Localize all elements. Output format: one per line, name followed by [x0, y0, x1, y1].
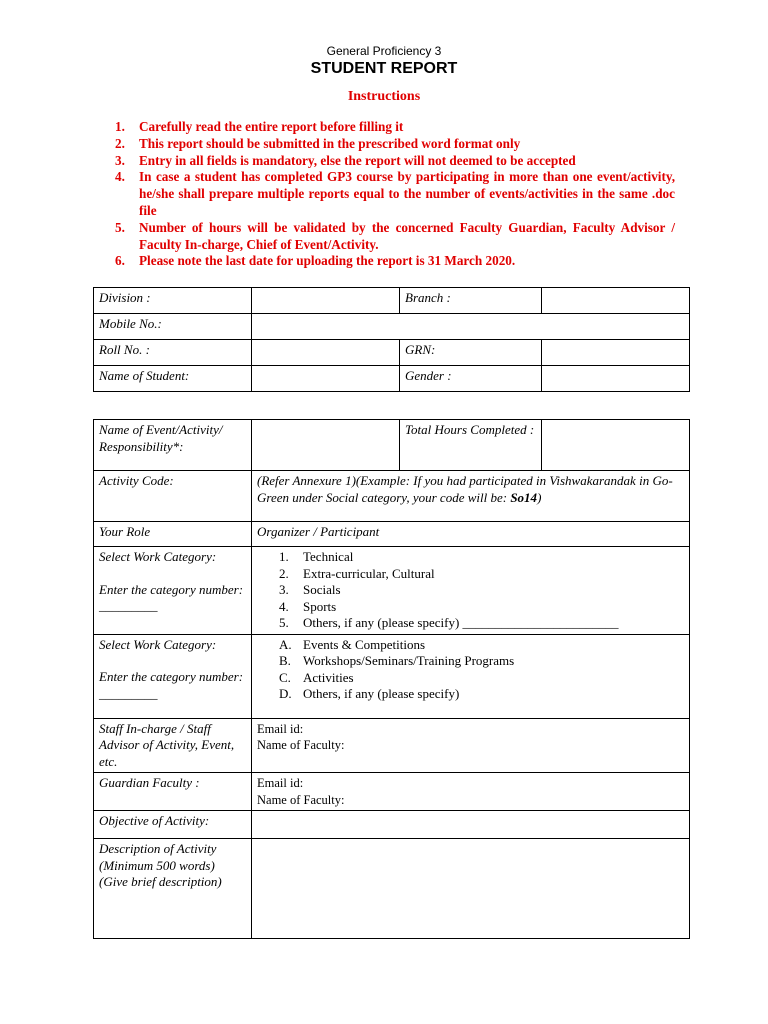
description-field[interactable]: [252, 839, 690, 939]
table-row: [94, 839, 690, 939]
student-name-label: Name of Student:: [94, 366, 252, 392]
option-number: 2.: [279, 565, 289, 581]
work-category-1-label: [94, 547, 252, 635]
activity-code-field[interactable]: [252, 471, 690, 522]
objective-field[interactable]: [252, 811, 690, 839]
email-id-label: Email id:: [257, 776, 304, 790]
instruction-text: In case a student has completed GP3 course by participating in more than one event/activity, he/she shall prepare multiple reports equal to the number of events/activities in the same .doc file: [139, 169, 675, 218]
total-hours-field[interactable]: [542, 420, 690, 471]
option-number: 3.: [279, 582, 289, 597]
division-label: Division :: [94, 288, 252, 314]
list-item: [257, 653, 684, 670]
faculty-name-label: Name of Faculty:: [257, 738, 345, 752]
your-role-field[interactable]: Organizer / Participant: [252, 522, 690, 547]
activity-code-label: Activity Code:: [94, 471, 252, 522]
division-field[interactable]: [252, 288, 400, 314]
option-letter: C.: [279, 669, 291, 685]
list-item: [257, 637, 684, 654]
instruction-number: 2.: [115, 135, 125, 151]
list-item: [257, 615, 684, 632]
option-text: Technical: [303, 549, 354, 564]
mobile-label: Mobile No.:: [94, 314, 252, 340]
guardian-faculty-field[interactable]: [252, 773, 690, 811]
option-letter: D.: [279, 686, 292, 701]
event-name-label: Name of Event/Activity/ Responsibility*:: [94, 420, 252, 471]
table-row: [94, 522, 690, 547]
option-text: Sports: [303, 598, 337, 614]
instruction-item: [111, 169, 675, 219]
enter-category-number-label: Enter the category number: _________: [99, 669, 244, 701]
table-row: [94, 288, 690, 314]
course-name: General Proficiency 3: [326, 44, 442, 58]
instructions-list: [111, 119, 675, 270]
option-number: 1.: [279, 549, 289, 564]
instruction-number: 3.: [115, 152, 125, 168]
instruction-number: 1.: [115, 119, 125, 134]
option-letter: B.: [279, 653, 291, 668]
instruction-text: Entry in all fields is mandatory, else the report will not deemed to be accepted: [139, 152, 576, 168]
option-text: Events & Competitions: [303, 636, 426, 652]
list-item: [257, 582, 684, 599]
instruction-number: 5.: [115, 219, 125, 235]
gender-label: Gender :: [400, 366, 542, 392]
enter-category-number-label: Enter the category number: _________: [99, 581, 244, 613]
description-label: Description of Activity (Minimum 500 words) (Give brief description): [94, 839, 252, 939]
event-name-field[interactable]: [252, 420, 400, 471]
instruction-item: [111, 253, 675, 270]
instruction-item: [111, 153, 675, 170]
list-item: [257, 549, 684, 566]
table-row: [94, 366, 690, 392]
roll-field[interactable]: [252, 340, 400, 366]
branch-label: Branch :: [400, 288, 542, 314]
branch-field[interactable]: [542, 288, 690, 314]
work-category-2-options[interactable]: [252, 634, 690, 718]
student-name-field[interactable]: [252, 366, 400, 392]
table-row: [94, 634, 690, 718]
table-row: [94, 773, 690, 811]
mobile-field[interactable]: [252, 314, 690, 340]
table-row: [94, 547, 690, 635]
option-number: 4.: [279, 598, 289, 614]
option-letter: A.: [279, 636, 292, 652]
instruction-text: Please note the last date for uploading the report is 31 March 2020.: [139, 253, 516, 269]
instruction-item: [111, 119, 675, 136]
page-title: STUDENT REPORT: [310, 60, 458, 77]
table-row: [94, 471, 690, 522]
table-row: [94, 420, 690, 471]
option-text: Others, if any (please specify) ________________________: [303, 615, 619, 630]
activity-code-example: So14: [510, 489, 538, 505]
objective-label: Objective of Activity:: [94, 811, 252, 839]
table-row: [94, 718, 690, 773]
roll-label: Roll No. :: [94, 340, 252, 366]
grn-label: GRN:: [400, 340, 542, 366]
instruction-text: Carefully read the entire report before filling it: [139, 119, 404, 134]
select-work-category-label: Select Work Category:: [99, 636, 217, 652]
work-category-1-options[interactable]: [252, 547, 690, 635]
staff-incharge-field[interactable]: [252, 718, 690, 773]
instruction-number: 4.: [115, 169, 125, 185]
option-text: Activities: [303, 669, 354, 685]
activity-code-note: (Refer Annexure 1)(Example: If you had participated in Vishwakarandak in Go-Green under Social category, your code will be:: [257, 473, 673, 505]
select-work-category-label: Select Work Category:: [99, 549, 217, 564]
list-item: [257, 599, 684, 616]
total-hours-label: Total Hours Completed :: [400, 420, 542, 471]
instruction-item: [111, 220, 675, 254]
option-text: Extra-curricular, Cultural: [303, 565, 435, 581]
activity-code-close: ): [537, 489, 542, 505]
guardian-faculty-label: Guardian Faculty :: [94, 773, 252, 811]
table-row: [94, 811, 690, 839]
instruction-number: 6.: [115, 253, 125, 269]
table-row: [94, 314, 690, 340]
activity-details-table: [93, 419, 690, 939]
option-number: 5.: [279, 615, 289, 630]
instructions-heading: Instructions: [347, 89, 421, 104]
faculty-name-label: Name of Faculty:: [257, 792, 345, 807]
list-item: [257, 670, 684, 687]
work-category-2-label: [94, 634, 252, 718]
option-text: Socials: [303, 582, 341, 597]
grn-field[interactable]: [542, 340, 690, 366]
your-role-label: Your Role: [94, 522, 252, 547]
instruction-item: [111, 136, 675, 153]
staff-incharge-label: Staff In-charge / Staff Advisor of Activity, Event, etc.: [94, 718, 252, 773]
option-text: Workshops/Seminars/Training Programs: [303, 653, 515, 668]
list-item: [257, 566, 684, 583]
instruction-text: This report should be submitted in the prescribed word format only: [139, 135, 521, 151]
option-text: Others, if any (please specify): [303, 686, 460, 701]
list-item: [257, 686, 684, 703]
instruction-text: Number of hours will be validated by the concerned Faculty Guardian, Faculty Advisor / Faculty In-charge, Chief of Event/Activity.: [139, 219, 675, 252]
table-row: [94, 340, 690, 366]
email-id-label: Email id:: [257, 721, 304, 736]
gender-field[interactable]: [542, 366, 690, 392]
student-details-table: [93, 287, 690, 392]
